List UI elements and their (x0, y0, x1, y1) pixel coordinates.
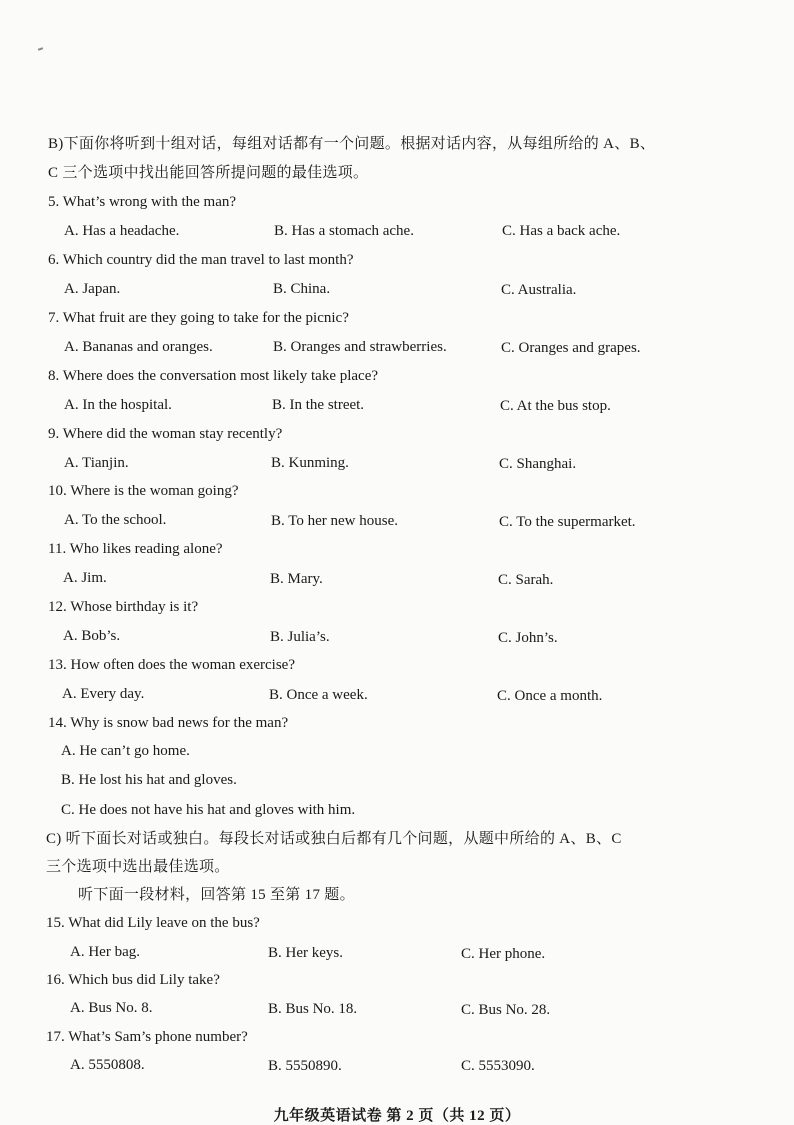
q10-option-c: C. To the supermarket. (499, 514, 636, 530)
question-9: 9. Where did the woman stay recently? (48, 426, 283, 442)
q6-option-a: A. Japan. (64, 281, 121, 297)
section-c-instruction-line1: C) 听下面长对话或独白。每段长对话或独白后都有几个问题，从题中所给的 A、B、C (46, 831, 622, 847)
q13-option-a: A. Every day. (62, 686, 145, 702)
q13-option-c: C. Once a month. (497, 688, 603, 704)
q12-option-a: A. Bob’s. (63, 628, 121, 644)
question-15: 15. What did Lily leave on the bus? (46, 915, 260, 931)
q10-option-a: A. To the school. (64, 512, 167, 528)
page-footer: 九年级英语试卷 第 2 页（共 12 页） (273, 1108, 521, 1124)
q5-option-c: C. Has a back ache. (502, 223, 621, 239)
q12-option-b: B. Julia’s. (270, 629, 330, 645)
question-12: 12. Whose birthday is it? (48, 599, 199, 615)
q8-option-a: A. In the hospital. (64, 397, 172, 413)
q14-option-a: A. He can’t go home. (61, 743, 190, 759)
q11-option-a: A. Jim. (63, 570, 107, 586)
question-6: 6. Which country did the man travel to last month? (48, 252, 354, 268)
q5-option-a: A. Has a headache. (64, 223, 180, 239)
q6-option-c: C. Australia. (501, 282, 577, 298)
q8-option-b: B. In the street. (272, 397, 365, 413)
question-10: 10. Where is the woman going? (48, 483, 239, 499)
question-5: 5. What’s wrong with the man? (48, 194, 237, 210)
question-11: 11. Who likes reading alone? (48, 541, 223, 557)
q15-option-a: A. Her bag. (70, 944, 140, 960)
section-c-sub-instruction: 听下面一段材料，回答第 15 至第 17 题。 (78, 887, 355, 903)
q9-option-c: C. Shanghai. (499, 456, 577, 472)
q9-option-a: A. Tianjin. (64, 455, 129, 471)
q7-option-c: C. Oranges and grapes. (501, 340, 641, 356)
q12-option-c: C. John’s. (498, 630, 558, 646)
q9-option-b: B. Kunming. (271, 455, 349, 471)
q15-option-c: C. Her phone. (461, 946, 546, 962)
q16-option-a: A. Bus No. 8. (70, 1000, 153, 1016)
q8-option-c: C. At the bus stop. (500, 398, 611, 414)
q6-option-b: B. China. (273, 281, 331, 297)
q13-option-b: B. Once a week. (269, 687, 368, 703)
question-17: 17. What’s Sam’s phone number? (46, 1029, 248, 1045)
q10-option-b: B. To her new house. (271, 513, 398, 529)
question-7: 7. What fruit are they going to take for the picnic? (48, 310, 349, 326)
q11-option-b: B. Mary. (270, 571, 323, 587)
section-c-instruction-line2: 三个选项中选出最佳选项。 (46, 859, 230, 875)
q16-option-b: B. Bus No. 18. (268, 1001, 358, 1017)
scan-speck (38, 47, 43, 51)
q15-option-b: B. Her keys. (268, 945, 343, 961)
question-16: 16. Which bus did Lily take? (46, 972, 220, 988)
q17-option-c: C. 5553090. (461, 1058, 535, 1074)
q17-option-b: B. 5550890. (268, 1058, 342, 1074)
question-14: 14. Why is snow bad news for the man? (48, 715, 289, 731)
q17-option-a: A. 5550808. (70, 1057, 145, 1073)
q14-option-c: C. He does not have his hat and gloves with him. (61, 802, 356, 818)
q7-option-b: B. Oranges and strawberries. (273, 339, 447, 355)
q7-option-a: A. Bananas and oranges. (64, 339, 213, 355)
q14-option-b: B. He lost his hat and gloves. (61, 772, 237, 788)
q16-option-c: C. Bus No. 28. (461, 1002, 551, 1018)
section-b-instruction-line1: B)下面你将听到十组对话，每组对话都有一个问题。根据对话内容，从每组所给的 A、B、 (48, 136, 656, 152)
q11-option-c: C. Sarah. (498, 572, 554, 588)
question-8: 8. Where does the conversation most likely take place? (48, 368, 379, 384)
q5-option-b: B. Has a stomach ache. (274, 223, 414, 239)
section-b-instruction-line2: C 三个选项中找出能回答所提问题的最佳选项。 (48, 165, 369, 181)
question-13: 13. How often does the woman exercise? (48, 657, 296, 673)
